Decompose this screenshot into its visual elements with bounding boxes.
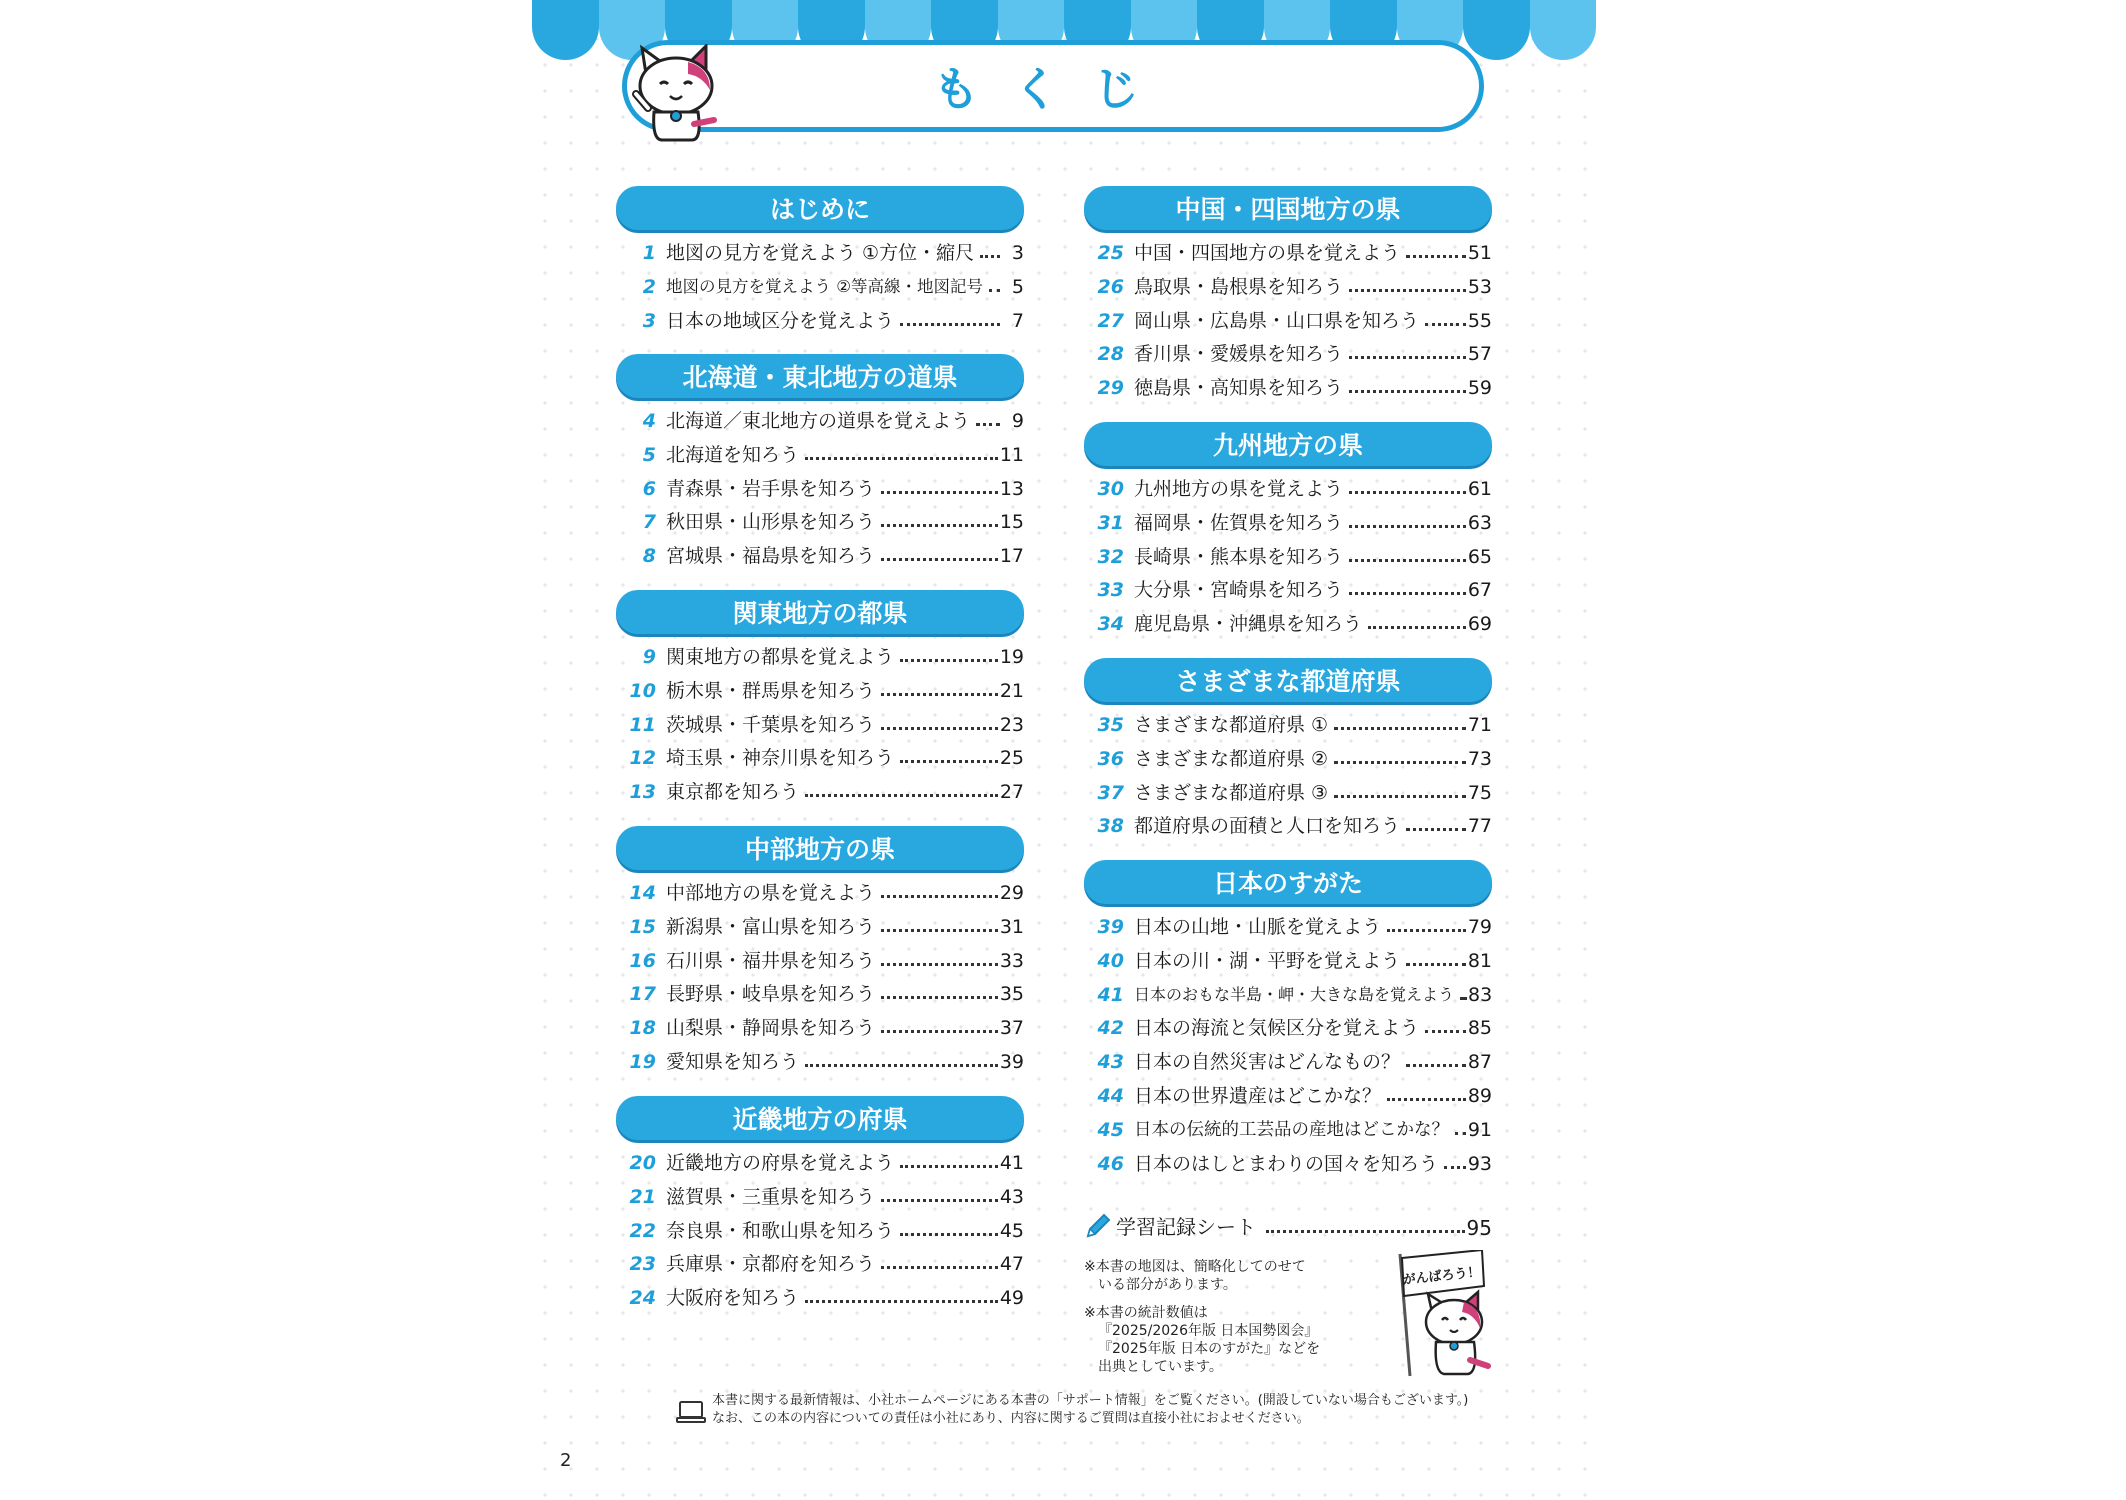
cat-with-flag-icon	[1390, 1250, 1510, 1380]
entry-page: 9	[1011, 410, 1024, 432]
entry-title: 栃木県・群馬県を知ろう	[666, 679, 876, 702]
entry-page: 13	[999, 477, 1024, 500]
leader-dots	[881, 524, 998, 527]
entry-number: 37	[1097, 781, 1124, 804]
toc-entry[interactable]	[616, 1178, 1024, 1208]
entry-title: 日本の自然災害はどんなもの？	[1134, 1051, 1401, 1074]
entry-page: 85	[1467, 1017, 1492, 1040]
entry-title: 日本の海流と気候区分を覚えよう	[1134, 1017, 1420, 1040]
entry-title: 日本の地域区分を覚えよう	[666, 309, 895, 332]
leader-dots	[1349, 289, 1466, 292]
entry-page: 15	[999, 511, 1024, 534]
flag-text: がんばろう！	[1402, 1264, 1482, 1289]
leader-dots	[900, 659, 998, 662]
entry-number: 43	[1097, 1051, 1124, 1074]
entry-title: 関東地方の都県を覚えよう	[666, 646, 895, 668]
entry-number: 27	[1097, 309, 1124, 332]
notes-block	[1084, 1258, 1344, 1386]
toc-entry[interactable]	[1084, 740, 1492, 770]
entry-page: 65	[1467, 545, 1492, 568]
toc-entry[interactable]	[616, 975, 1024, 1005]
entry-title: 長崎県・熊本県を知ろう	[1134, 545, 1344, 568]
entry-page: 11	[999, 443, 1024, 466]
toc-entry[interactable]	[616, 739, 1024, 769]
entry-page: 27	[999, 781, 1024, 804]
toc-entry[interactable]	[616, 942, 1024, 972]
leader-dots	[1266, 1230, 1465, 1233]
toc-entry[interactable]	[616, 874, 1024, 904]
entry-title: 日本の川・湖・平野を覚えよう	[1134, 949, 1401, 972]
entry-page: 69	[1467, 613, 1492, 636]
note-2-source-1: 『2025/2026年版 日本国勢図会』	[1098, 1323, 1319, 1339]
entry-number: 32	[1097, 545, 1124, 568]
entry-page: 37	[999, 1017, 1024, 1040]
toc-entry[interactable]	[1084, 774, 1492, 804]
leader-dots	[881, 963, 998, 966]
toc-entry[interactable]	[616, 706, 1024, 736]
entry-number: 46	[1097, 1152, 1124, 1175]
entry-page: 25	[999, 747, 1024, 770]
toc-entry[interactable]	[1084, 1009, 1492, 1039]
toc-entry[interactable]	[616, 503, 1024, 533]
entry-title: 北海道／東北地方の道県を覚えよう	[666, 410, 971, 432]
toc-entry[interactable]	[616, 773, 1024, 803]
entry-page: 83	[1468, 983, 1493, 1006]
entry-title: 北海道を知ろう	[666, 443, 800, 466]
entry-title: 青森県・岩手県を知ろう	[666, 477, 876, 500]
entry-page: 93	[1467, 1152, 1492, 1175]
toc-entry[interactable]	[616, 1279, 1024, 1309]
entry-number: 14	[629, 882, 656, 904]
entry-number: 33	[1097, 579, 1124, 602]
entry-number: 41	[1097, 983, 1124, 1006]
entry-page: 21	[999, 679, 1024, 702]
leader-dots	[1406, 963, 1466, 966]
leader-dots	[1425, 1030, 1466, 1033]
toc-entry[interactable]	[616, 1212, 1024, 1242]
entry-number: 15	[629, 915, 656, 938]
entry-page: 67	[1467, 579, 1492, 602]
toc-entry[interactable]	[616, 436, 1024, 466]
page-number: 2	[560, 1450, 572, 1471]
leader-dots	[976, 423, 1000, 426]
pencil-icon	[1084, 1212, 1112, 1240]
entry-number: 13	[629, 781, 656, 804]
entry-number: 34	[1097, 613, 1124, 636]
entry-number: 4	[642, 410, 656, 432]
toc-entry[interactable]	[1084, 1077, 1492, 1107]
toc-page	[532, 0, 1596, 1500]
page-title: もくじ	[933, 62, 1173, 116]
leader-dots	[881, 1266, 998, 1269]
toc-entry[interactable]	[1084, 268, 1492, 298]
entry-page: 75	[1467, 781, 1492, 804]
note-2-source-2: 『2025年版 日本のすがた』などを	[1098, 1341, 1321, 1357]
entry-page: 51	[1467, 242, 1492, 264]
entry-number: 16	[629, 949, 656, 972]
entry-page: 59	[1467, 377, 1492, 400]
entry-title: 大阪府を知ろう	[666, 1287, 800, 1310]
entry-number: 21	[629, 1185, 656, 1208]
toc-entry[interactable]	[1084, 706, 1492, 736]
entry-number: 44	[1097, 1085, 1124, 1107]
entry-number: 12	[629, 747, 656, 770]
entry-page: 7	[1011, 309, 1024, 332]
entry-page: 29	[999, 882, 1024, 904]
toc-entry[interactable]	[616, 302, 1024, 332]
leader-dots	[1349, 592, 1466, 595]
entry-number: 8	[642, 545, 656, 568]
leader-dots	[1349, 356, 1466, 359]
leader-dots	[881, 1030, 998, 1033]
entry-page: 89	[1467, 1085, 1492, 1107]
entry-title: 宮城県・福島県を知ろう	[666, 545, 876, 568]
leader-dots	[881, 558, 998, 561]
entry-page: 57	[1467, 343, 1492, 366]
entry-title: 長野県・岐阜県を知ろう	[666, 983, 876, 1006]
entry-page: 43	[999, 1185, 1024, 1208]
entry-title: 奈良県・和歌山県を知ろう	[666, 1219, 895, 1242]
entry-number: 5	[642, 443, 656, 466]
entry-title: 岡山県・広島県・山口県を知ろう	[1134, 309, 1420, 332]
entry-title: 日本のおもな半島・岬・大きな島を覚えよう	[1134, 984, 1455, 1004]
entry-page: 55	[1467, 309, 1492, 332]
title-box	[622, 40, 1484, 132]
entry-number: 45	[1097, 1118, 1124, 1141]
entry-page: 87	[1467, 1051, 1492, 1074]
entry-title: 山梨県・静岡県を知ろう	[666, 1017, 876, 1040]
entry-title: 大分県・宮崎県を知ろう	[1134, 579, 1344, 602]
entry-number: 38	[1097, 815, 1124, 838]
toc-entry[interactable]	[1084, 1111, 1492, 1141]
section-header: 関東地方の都県	[616, 590, 1024, 634]
toc-entry[interactable]	[1084, 504, 1492, 534]
leader-dots	[989, 289, 1000, 292]
toc-entry[interactable]	[1084, 302, 1492, 332]
leader-dots	[881, 996, 998, 999]
entry-title: 中部地方の県を覚えよう	[666, 882, 876, 904]
leader-dots	[881, 491, 998, 494]
entry-title: 愛知県を知ろう	[666, 1051, 800, 1073]
entry-number: 31	[1097, 511, 1124, 534]
entry-title: 石川県・福井県を知ろう	[666, 949, 876, 972]
footer-line-1: 本書に関する最新情報は、小社ホームページにある本書の「サポート情報」をご覧ください。(開設していない場合もございます。)	[712, 1393, 1469, 1408]
leader-dots	[805, 457, 998, 460]
entry-title: 新潟県・富山県を知ろう	[666, 915, 876, 938]
entry-page: 23	[999, 713, 1024, 736]
section-header: 中部地方の県	[616, 826, 1024, 870]
leader-dots	[1349, 525, 1466, 528]
leader-dots	[1425, 323, 1466, 326]
entry-page: 3	[1011, 242, 1024, 264]
leader-dots	[1349, 390, 1466, 393]
leader-dots	[881, 929, 998, 932]
entry-page: 49	[999, 1287, 1024, 1310]
entry-page: 61	[1467, 478, 1492, 500]
entry-number: 23	[629, 1253, 656, 1276]
entry-number: 39	[1097, 916, 1124, 938]
entry-title: 香川県・愛媛県を知ろう	[1134, 343, 1344, 366]
entry-title: 都道府県の面積と人口を知ろう	[1134, 815, 1401, 838]
entry-number: 22	[629, 1219, 656, 1242]
entry-number: 42	[1097, 1017, 1124, 1040]
leader-dots	[1387, 1098, 1466, 1101]
entry-title: 茨城県・千葉県を知ろう	[666, 713, 876, 736]
section-header: 日本のすがた	[1084, 860, 1492, 904]
leader-dots	[881, 727, 998, 730]
entry-title: 地図の見方を覚えよう ②等高線・地図記号	[666, 276, 984, 296]
entry-page: 77	[1467, 815, 1492, 838]
leader-dots	[1460, 997, 1466, 1000]
entry-title: 中国・四国地方の県を覚えよう	[1134, 242, 1401, 264]
leader-dots	[980, 255, 1000, 258]
toc-entry[interactable]	[616, 402, 1024, 432]
note-1-cont: いる部分があります。	[1098, 1277, 1237, 1293]
leader-dots	[900, 323, 1000, 326]
entry-number: 29	[1097, 377, 1124, 400]
toc-entry[interactable]	[1084, 470, 1492, 500]
toc-entry[interactable]	[1084, 1145, 1492, 1175]
leader-dots	[1334, 761, 1466, 764]
entry-number: 9	[642, 646, 656, 668]
entry-title: 東京都を知ろう	[666, 781, 800, 804]
entry-number: 18	[629, 1017, 656, 1040]
entry-page: 35	[999, 983, 1024, 1006]
leader-dots	[1406, 255, 1466, 258]
toc-entry[interactable]	[616, 1245, 1024, 1275]
section-header: 中国・四国地方の県	[1084, 186, 1492, 230]
toc-entry[interactable]	[616, 638, 1024, 668]
study-sheet-entry[interactable]	[1084, 1206, 1492, 1240]
toc-entry[interactable]	[616, 1009, 1024, 1039]
leader-dots	[1334, 727, 1466, 730]
entry-title: さまざまな都道府県 ③	[1134, 781, 1329, 804]
leader-dots	[1334, 795, 1466, 798]
entry-number: 26	[1097, 275, 1124, 298]
entry-number: 35	[1097, 714, 1124, 736]
entry-number: 2	[642, 275, 656, 298]
leader-dots	[881, 693, 998, 696]
entry-page: 19	[999, 646, 1024, 668]
entry-number: 20	[629, 1152, 656, 1174]
leader-dots	[900, 760, 998, 763]
entry-title: さまざまな都道府県 ②	[1134, 747, 1329, 770]
toc-entry[interactable]	[616, 672, 1024, 702]
computer-icon	[676, 1400, 706, 1424]
toc-entry[interactable]	[1084, 976, 1492, 1006]
toc-entry[interactable]	[1084, 369, 1492, 399]
toc-entry[interactable]	[616, 908, 1024, 938]
entry-page: 73	[1467, 747, 1492, 770]
leader-dots	[1349, 491, 1466, 494]
toc-entry[interactable]	[616, 1144, 1024, 1174]
leader-dots	[900, 1233, 998, 1236]
entry-title: 福岡県・佐賀県を知ろう	[1134, 511, 1344, 534]
entry-page: 47	[999, 1253, 1024, 1276]
entry-number: 25	[1097, 242, 1124, 264]
toc-entry[interactable]	[1084, 1043, 1492, 1073]
leader-dots	[1444, 1166, 1466, 1169]
entry-title: 九州地方の県を覚えよう	[1134, 478, 1344, 500]
toc-entry[interactable]	[616, 1043, 1024, 1073]
entry-number: 30	[1097, 478, 1124, 500]
toc-entry[interactable]	[616, 268, 1024, 298]
entry-page: 63	[1467, 511, 1492, 534]
leader-dots	[881, 1199, 998, 1202]
entry-title: 鳥取県・島根県を知ろう	[1134, 275, 1344, 298]
leader-dots	[1387, 929, 1466, 932]
entry-page: 39	[999, 1051, 1024, 1073]
entry-title: 埼玉県・神奈川県を知ろう	[666, 747, 895, 770]
leader-dots	[1455, 1132, 1466, 1135]
entry-number: 24	[629, 1287, 656, 1310]
leader-dots	[1368, 626, 1466, 629]
entry-title: 日本のはしとまわりの国々を知ろう	[1134, 1152, 1439, 1175]
toc-entry[interactable]	[1084, 335, 1492, 365]
entry-title: 地図の見方を覚えよう ①方位・縮尺	[666, 242, 975, 264]
toc-entry[interactable]	[1084, 942, 1492, 972]
toc-entry[interactable]	[1084, 908, 1492, 938]
entry-page: 41	[999, 1152, 1024, 1174]
entry-page: 33	[999, 949, 1024, 972]
entry-number: 7	[642, 511, 656, 534]
entry-page: 45	[999, 1219, 1024, 1242]
leader-dots	[1349, 559, 1466, 562]
note-2: ※本書の統計数値は	[1084, 1305, 1208, 1321]
entry-page: 71	[1467, 714, 1492, 736]
entry-number: 40	[1097, 949, 1124, 972]
entry-number: 3	[642, 309, 656, 332]
entry-title: 兵庫県・京都府を知ろう	[666, 1253, 876, 1276]
entry-page: 53	[1467, 275, 1492, 298]
leader-dots	[805, 1064, 998, 1067]
note-1: ※本書の地図は、簡略化してのせて	[1084, 1259, 1306, 1275]
entry-title: さまざまな都道府県 ①	[1134, 714, 1329, 736]
toc-entry[interactable]	[1084, 571, 1492, 601]
toc-entry[interactable]	[616, 234, 1024, 264]
entry-number: 10	[629, 679, 656, 702]
entry-number: 1	[642, 242, 656, 264]
leader-dots	[1406, 1064, 1466, 1067]
toc-entry[interactable]	[1084, 807, 1492, 837]
toc-entry[interactable]	[616, 470, 1024, 500]
study-sheet-label: 学習記録シート	[1116, 1215, 1256, 1239]
footer-line-2: なお、この本の内容についての責任は小社にあり、内容に関するご質問は直接小社におよせください。	[712, 1411, 1310, 1426]
entry-title: 秋田県・山形県を知ろう	[666, 511, 876, 534]
leader-dots	[1406, 828, 1466, 831]
entry-number: 6	[642, 477, 656, 500]
section-header: はじめに	[616, 186, 1024, 230]
entry-title: 日本の山地・山脈を覚えよう	[1134, 916, 1382, 938]
section-header: 近畿地方の府県	[616, 1096, 1024, 1140]
entry-page: 17	[999, 545, 1024, 568]
entry-number: 19	[629, 1051, 656, 1073]
entry-page: 81	[1467, 949, 1492, 972]
leader-dots	[805, 794, 998, 797]
toc-entry[interactable]	[616, 537, 1024, 567]
entry-title: 日本の世界遺産はどこかな？	[1134, 1085, 1382, 1107]
entry-page: 79	[1467, 916, 1492, 938]
entry-page: 31	[999, 915, 1024, 938]
entry-number: 17	[629, 983, 656, 1006]
entry-page: 5	[1011, 275, 1024, 298]
entry-title: 鹿児島県・沖縄県を知ろう	[1134, 613, 1363, 636]
cat-mascot-icon	[632, 44, 720, 142]
leader-dots	[881, 895, 998, 898]
entry-title: 滋賀県・三重県を知ろう	[666, 1185, 876, 1208]
leader-dots	[805, 1300, 998, 1303]
entry-number: 28	[1097, 343, 1124, 366]
entry-number: 11	[629, 713, 656, 736]
toc-entry[interactable]	[1084, 234, 1492, 264]
toc-entry[interactable]	[1084, 538, 1492, 568]
entry-title: 日本の伝統的工芸品の産地はどこかな？	[1134, 1119, 1449, 1140]
entry-page: 91	[1467, 1118, 1492, 1141]
section-header: 北海道・東北地方の道県	[616, 354, 1024, 398]
toc-entry[interactable]	[1084, 605, 1492, 635]
entry-number: 36	[1097, 747, 1124, 770]
leader-dots	[900, 1165, 998, 1168]
study-sheet-page: 95	[1466, 1216, 1492, 1240]
section-header: さまざまな都道府県	[1084, 658, 1492, 702]
entry-title: 近畿地方の府県を覚えよう	[666, 1152, 895, 1174]
section-header: 九州地方の県	[1084, 422, 1492, 466]
note-2-cont: 出典としています。	[1098, 1359, 1223, 1375]
entry-title: 徳島県・高知県を知ろう	[1134, 377, 1344, 400]
footer-notice	[712, 1392, 1512, 1428]
